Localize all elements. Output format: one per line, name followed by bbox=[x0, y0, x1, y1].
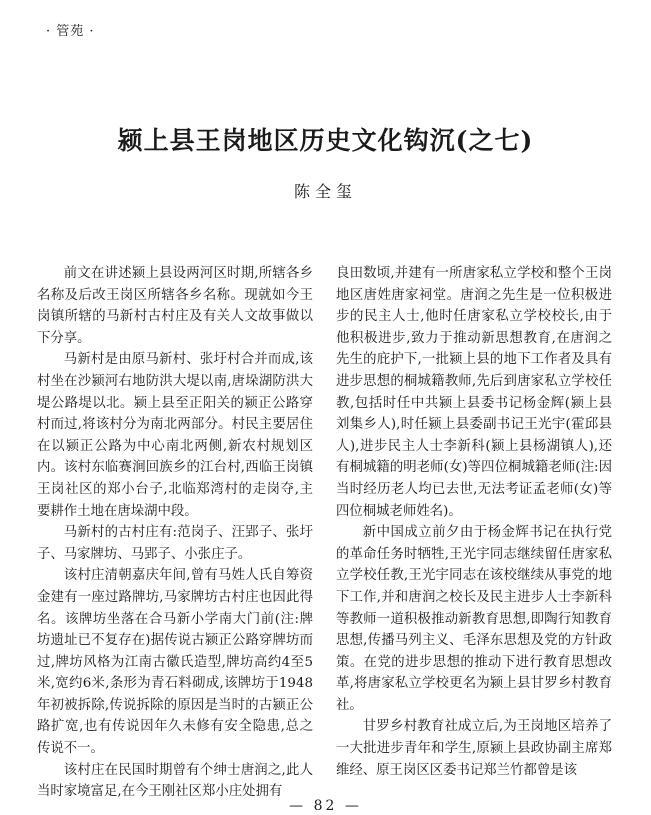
paragraph: 马新村的古村庄有:范岗子、汪郢子、张圩子、马家牌坊、马郢子、小张庄子。 bbox=[37, 525, 313, 562]
article-title: 颍上县王岗地区历史文化钩沉(之七) bbox=[117, 126, 534, 155]
paragraph: 甘罗乡村教育社成立后,为王岗地区培养了一大批进步青年和学生,原颍上县政协副主席郑维经、原王岗区区委书记郑兰竹都曾是该 bbox=[336, 719, 612, 778]
paragraph: 该村庄清朝嘉庆年间,曾有马姓人氏自筹资金建有一座过路牌坊,马家牌坊古村庄也因此得名。该牌坊坐落在合马新小学南大门前(注:牌坊遗址已不复存在)据传说古颍正公路穿牌坊而过,牌坊风格为江南古徽氏造型,牌坊高约4至5米,宽约6米,条形为青石料砌成,该牌坊于1948年初被拆除,传说拆除的原因是当时的古颍正公路扩宽,也有传说因年久未修有安全隐患,总之传说不一。 bbox=[37, 568, 313, 757]
paragraph: 马新村是由原马新村、张圩村合并而成,该村坐在沙颍河右地防洪大堤以南,唐垛湖防洪大堤公路堤以北。颍上县至正阳关的颍正公路穿村而过,将该村分为南北两部分。村民主要居住在以颍正公路为中心南北两侧,新农村规划区内。该村东临赛涧回族乡的江台村,西临王岗镇王岗社区的郑小台子,北临郑湾村的走岗夺,主要耕作土地在唐垛湖中段。 bbox=[37, 352, 313, 519]
section-header: · 管苑 · bbox=[46, 24, 95, 39]
left-column bbox=[37, 263, 313, 803]
paragraph-continued: 良田数顷,并建有一所唐家私立学校和整个王岗地区唐姓唐家祠堂。唐润之先生是一位积极进步的民主人士,他时任唐家私立学校校长,由于他积极进步,致力于推动新思想教育,在唐润之先生的庇护下,一批颍上县的地下工作者及具有进步思想的桐城籍教师,先后到唐家私立学校任教,包括时任中共颍上县委书记杨金辉(颍上县刘集乡人),时任颍上县委副书记王光宇(霍邱县人),进步民主人士李新科(颍上县杨湖镇人),还有桐城籍的明老师(女)等四位桐城籍老师(注:因当时经历老人均已去世,无法考证孟老师(女)等四位桐城老师姓名)。 bbox=[336, 266, 612, 519]
page-number: — 82 — bbox=[289, 798, 362, 814]
right-column bbox=[336, 263, 612, 781]
article-author: 陈全玺 bbox=[293, 182, 357, 201]
paragraph: 该村庄在民国时期曾有个绅士唐润之,此人当时家境富足,在今王刚社区郑小庄处拥有 bbox=[37, 762, 313, 800]
paragraph: 前文在讲述颍上县设两河区时期,所辖各乡名称及后改王岗区所辖各乡名称。现就如今王岗镇所辖的马新村古村庄及有关人文故事做以下分享。 bbox=[37, 266, 313, 346]
paragraph: 新中国成立前夕由于杨金辉书记在执行党的革命任务时牺牲,王光宇同志继续留任唐家私立学校任教,王光宇同志在该校继续从事党的地下工作,并和唐润之校长及民主进步人士李新科等教师一道积极推动新教育思想,即陶行知教育思想,传播马列主义、毛泽东思想及党的方针政策。在党的进步思想的推动下进行教育思想改革,将唐家私立学校更名为颍上县甘罗乡村教育社。 bbox=[336, 525, 612, 713]
